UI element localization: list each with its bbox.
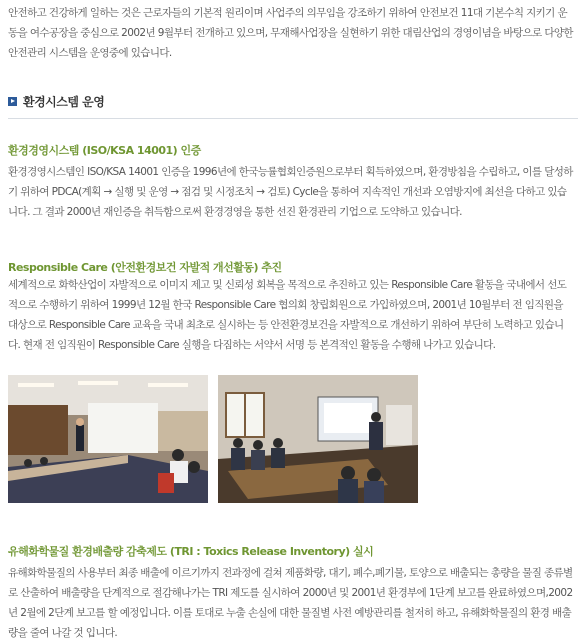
block-text-tri: 유해화학물질의 사용부터 최종 배출에 이르기까지 전과정에 걸쳐 제품화량, 대기, 폐수,폐기물, 토양으로 배출되는 총량을 물질 종류별로 산출하여 배출량을 단계적으로 절감해나가는 TRI 제도를 실시하여 2000년 및 2001년 환경부에 1단계 보고를 완료하였으며,2002년 2월에 2단계 보고를 할 예정입니다. 이를 토대로 누출 손실에 대한 물질별 사전 예방관리를 철저히 하고, 유해화학물질의 환경 배출량을 줄여 나갈 것 입니다. [8,567,573,639]
block-text-responsible-care: 세계적으로 화학산업이 자발적으로 이미지 제고 및 신뢰성 회복을 목적으로 추진하고 있는 Responsible Care 활동을 국내에서 선도적으로 수행하기 위하여 1999년 12월 한국 Responsible Care 협의회 창립회원으로 가입하였으며, 2001년 10월부터 전 임직원을 대상으로 Responsible Care 교육을 국내 최초로 실시하는 등 안전환경보건을 자발적으로 개선하기 위하여 부단히 노력하고 있습니다. 현재 전 임직원이 Responsible Care 실행을 다짐하는 서약서 서명 등 본격적인 활동을 수행해 나가고 있습니다. [8,279,567,351]
section-heading [8,92,104,110]
block-title-iso: 환경경영시스템 (ISO/KSA 14001) 인증 [8,144,201,157]
section-title: 환경시스템 운영 [23,94,105,109]
arrow-right-icon [8,97,17,106]
intro-paragraph: 안전하고 건강하게 일하는 것은 근로자들의 기본적 원리이며 사업주의 의무임을 강조하기 위하여 안전보건 11대 기본수칙 지키기 운동을 여수공장을 중심으로 2002년 9월부터 전개하고 있으며, 무재해사업장을 실현하기 위한 대림산업의 경영이념을 바탕으로 다양한 안전관리 시스템을 운영중에 있습니다. [8,7,573,59]
block-title-tri: 유해화학물질 환경배출량 감축제도 (TRI : Toxics Release Inventory) 실시 [8,545,374,558]
section-divider [8,118,578,119]
block-text-iso: 환경경영시스템인 ISO/KSA 14001 인증을 1996년에 한국능률협회인증원으로부터 획득하였으며, 환경방침을 수립하고, 이를 달성하기 위하여 PDCA(계획 → 실행 및 운영 → 점검 및 시정조치 → 검토) Cycle을 통하여 지속적인 개선과 오염방지에 최선을 다하고 있습니다. 그 결과 2000년 재인증을 취득함으로써 환경경영을 통한 선진 환경관리 기업으로 도약하고 있습니다. [8,166,573,218]
block-title-responsible-care: Responsible Care (안전환경보건 자발적 개선활동) 추진 [8,261,282,274]
training-room-photo [8,375,208,503]
meeting-room-photo [218,375,418,503]
